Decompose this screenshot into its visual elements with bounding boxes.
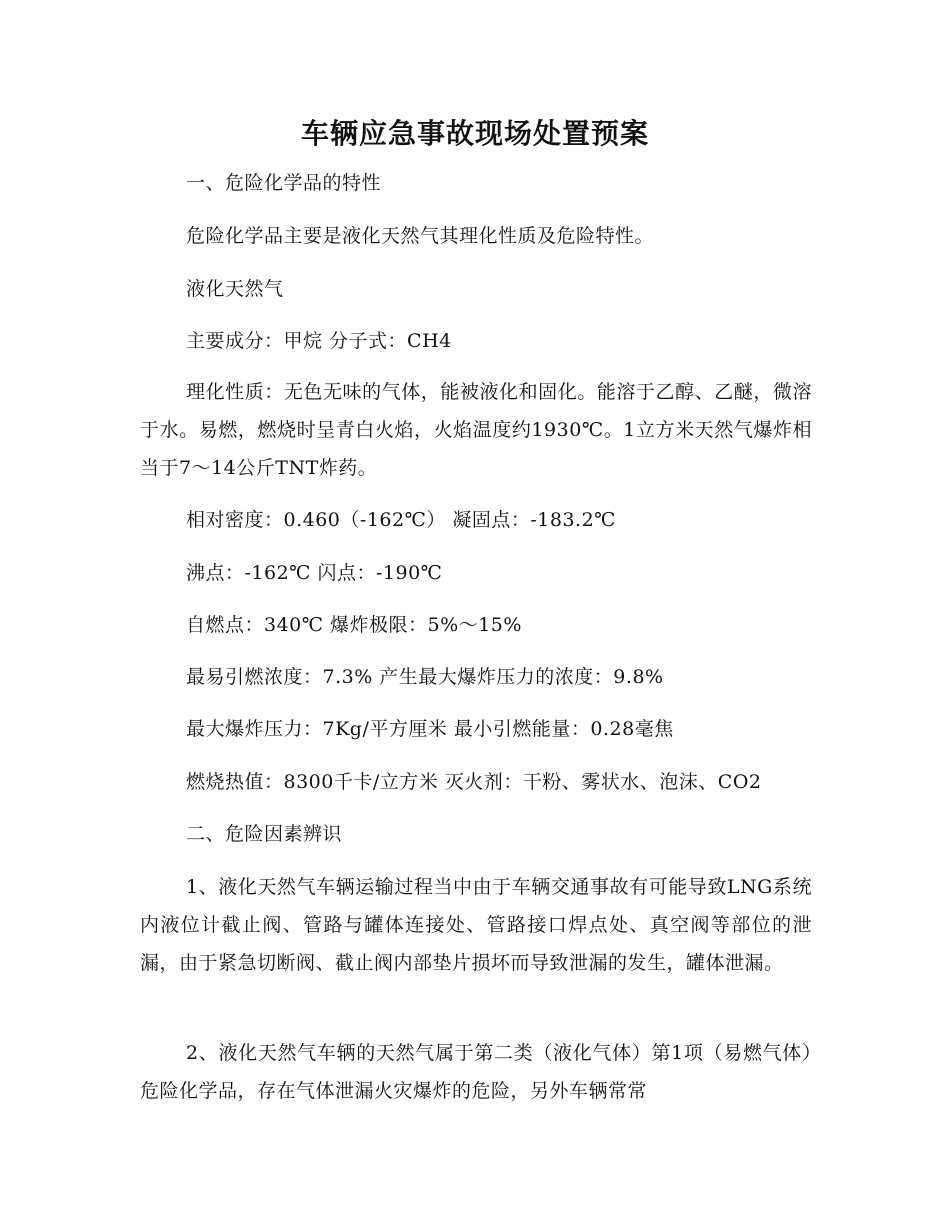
section-heading-1: 一、危险化学品的特性 bbox=[186, 172, 382, 194]
boiling-point-line: 沸点：-162℃ 闪点：-190℃ bbox=[186, 562, 443, 584]
hazard-paragraph-2: 2、液化天然气车辆的天然气属于第二类（液化气体）第1项（易燃气体）危险化学品，存在气体泄漏火灾爆炸的危险，另外车辆常常 bbox=[140, 1042, 812, 1102]
intro-paragraph: 危险化学品主要是液化天然气其理化性质及危险特性。 bbox=[186, 225, 655, 247]
section-heading-2: 二、危险因素辨识 bbox=[186, 823, 343, 845]
properties-paragraph: 理化性质：无色无味的气体，能被液化和固化。能溶于乙醇、乙醚，微溶于水。易燃，燃烧时呈青白火焰，火焰温度约1930℃。1立方米天然气爆炸相当于7～14公斤TNT炸药。 bbox=[140, 381, 812, 479]
pressure-line: 最大爆炸压力：7Kg/平方厘米 最小引燃能量：0.28毫焦 bbox=[186, 718, 674, 740]
density-line: 相对密度：0.460（-162℃） 凝固点：-183.2℃ bbox=[186, 509, 616, 531]
hazard-paragraph-1: 1、液化天然气车辆运输过程当中由于车辆交通事故有可能导致LNG系统内液位计截止阀、管路与罐体连接处、管路接口焊点处、真空阀等部位的泄漏，由于紧急切断阀、截止阀内部垫片损坏而导致泄漏的发生，罐体泄漏。 bbox=[140, 876, 812, 974]
document-title: 车辆应急事故现场处置预案 bbox=[300, 117, 649, 150]
substance-name: 液化天然气 bbox=[186, 278, 284, 300]
ignition-line: 自燃点：340℃ 爆炸极限：5%～15% bbox=[186, 614, 522, 636]
concentration-line: 最易引燃浓度：7.3% 产生最大爆炸压力的浓度：9.8% bbox=[186, 666, 664, 688]
composition-line: 主要成分：甲烷 分子式：CH4 bbox=[186, 330, 452, 352]
heat-value-line: 燃烧热值：8300千卡/立方米 灭火剂：干粉、雾状水、泡沫、CO2 bbox=[186, 771, 762, 793]
